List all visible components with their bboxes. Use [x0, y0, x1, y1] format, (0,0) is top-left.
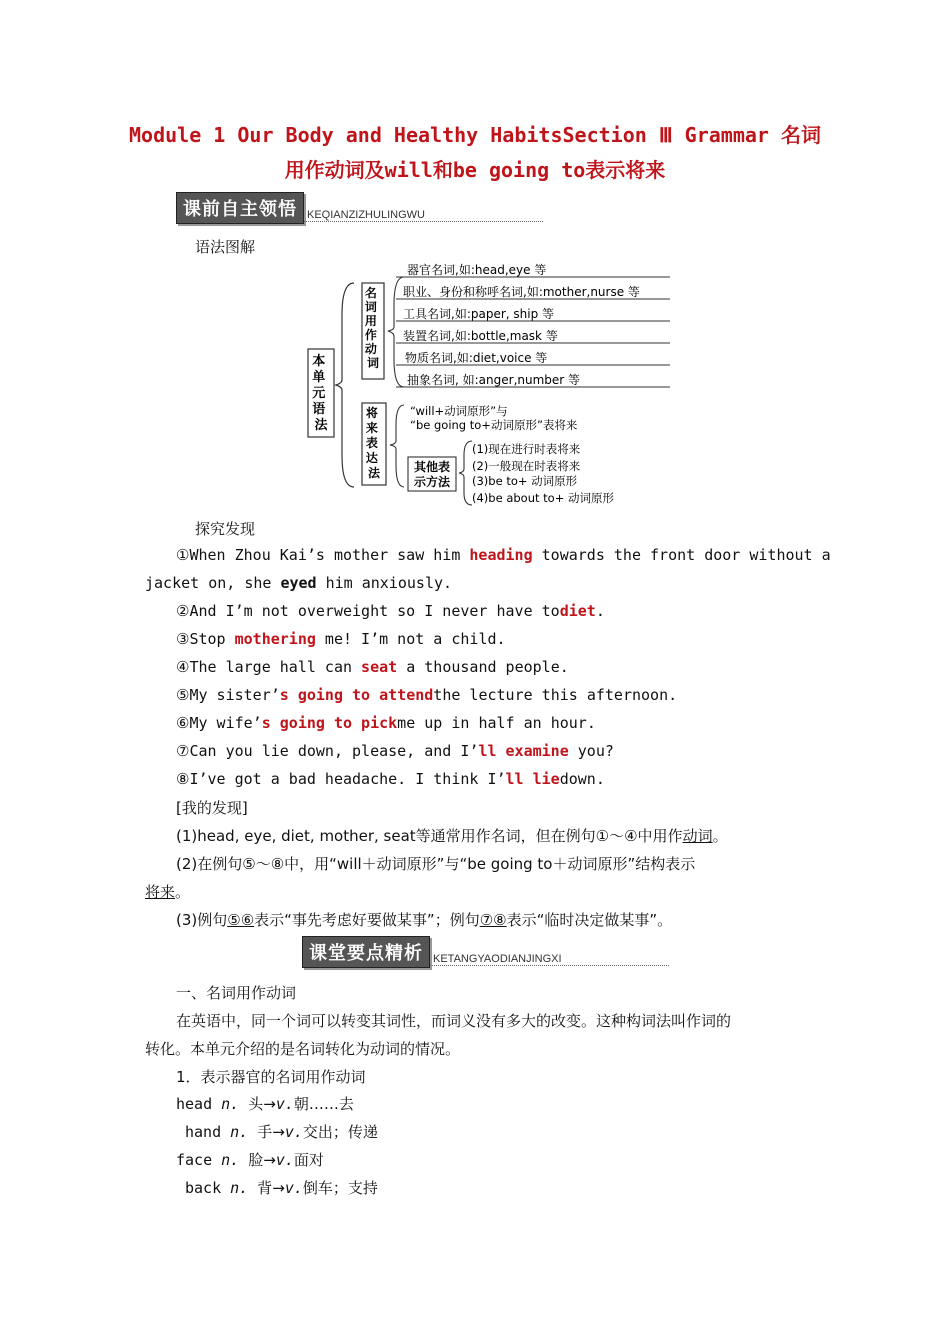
vocab-row: hand n. 手→v.交出；传递	[185, 1123, 378, 1141]
vocab-row: face n. 脸→v.面对	[176, 1151, 324, 1169]
document-title	[100, 118, 850, 188]
example-2: ②And I’m not overweight so I never have todiet.	[176, 602, 605, 620]
banner-pinyin: KETANGYAODIANJINGXI	[430, 953, 669, 966]
banner-label: 课堂要点精析	[302, 936, 430, 968]
highlight: ll lie	[505, 770, 560, 788]
finding-2: (2)在例句⑤～⑧中，用“will＋动词原形”与“be going to＋动词原形”结构表示	[176, 855, 696, 873]
future-line-2: “be going to+动词原形”表将来	[410, 418, 578, 432]
section-banner-preview	[176, 196, 543, 224]
example-7: ⑦Can you lie down, please, and I’ll examine you?	[176, 742, 614, 760]
section-1-heading: 一、名词用作动词	[176, 984, 297, 1002]
noun-item: 职业、身份和称呼名词,如:mother,nurse 等	[403, 285, 640, 299]
explore-heading: 探究发现	[195, 520, 256, 538]
example-1-cont: jacket on, she eyed him anxiously.	[145, 574, 453, 592]
highlight: seat	[361, 658, 398, 676]
vocab-row: head n. 头→v.朝……去	[176, 1095, 354, 1113]
banner-pinyin: KEQIANZIZHULINGWU	[304, 209, 543, 222]
section-banner-classroom	[302, 940, 669, 968]
noun-item: 装置名词,如:bottle,mask 等	[403, 329, 558, 343]
highlight: s going to pick	[261, 714, 398, 732]
root-char: 语	[312, 402, 326, 417]
noun-item: 器官名词,如:head,eye 等	[407, 263, 547, 277]
example-3: ③Stop mothering me! I’m not a child.	[176, 630, 506, 648]
example-6: ⑥My wife’s going to pickme up in half an hour.	[176, 714, 596, 732]
branch-future-label: 将 来 表 达 法	[365, 406, 381, 480]
noun-item: 工具名词,如:paper, ship 等	[403, 307, 555, 321]
future-line-1: “will+动词原形”与	[410, 404, 508, 418]
highlight: heading	[469, 546, 533, 564]
answer-blank: 动词	[682, 827, 713, 845]
root-char: 单	[312, 370, 326, 385]
noun-items	[396, 262, 670, 387]
finding-1: (1)head, eye, diet, mother, seat等通常用作名词，但在例句①～④中用作动词。	[176, 827, 728, 845]
grammar-heading: 语法图解	[195, 238, 256, 256]
example-5: ⑤My sister’s going to attendthe lecture this afternoon.	[176, 686, 678, 704]
other-item: (4)be about to+ 动词原形	[472, 491, 614, 505]
root-label	[312, 353, 330, 433]
highlight: diet	[559, 602, 596, 620]
other-item: (2)一般现在时表将来	[472, 459, 581, 473]
highlight: ll examine	[478, 742, 569, 760]
other-methods-label-2: 示方法	[413, 475, 451, 489]
branch-nouns-label: 名 词 用 作 动 词	[364, 286, 380, 370]
answer-blank: 将来	[145, 883, 176, 901]
highlight: s going to attend	[279, 686, 434, 704]
example-1: ①When Zhou Kai’s mother saw him heading towards the front door without a	[176, 546, 831, 564]
example-4: ④The large hall can seat a thousand people.	[176, 658, 569, 676]
finding-3: (3)例句⑤⑥表示“事先考虑好要做某事”；例句⑦⑧表示“临时决定做某事”。	[176, 911, 673, 929]
answer-blank: ⑦⑧	[479, 911, 507, 929]
root-char: 法	[314, 418, 328, 433]
other-item: (3)be to+ 动词原形	[472, 474, 578, 488]
other-methods-label-1: 其他表	[413, 460, 451, 474]
vocab-row: back n. 背→v.倒车；支持	[185, 1179, 378, 1197]
example-8: ⑧I’ve got a bad headache. I think I’ll liedown.	[176, 770, 605, 788]
highlight: mothering	[234, 630, 316, 648]
noun-item: 物质名词,如:diet,voice 等	[405, 351, 548, 365]
finding-2-cont: 将来。	[145, 883, 191, 901]
other-brace	[459, 441, 472, 505]
subsection-1-heading: 1．表示器官的名词用作动词	[176, 1068, 366, 1086]
root-char: 本	[312, 354, 326, 369]
grammar-diagram	[300, 255, 690, 515]
title-line-1: Module 1 Our Body and Healthy HabitsSection Ⅲ Grammar 名词	[129, 123, 821, 147]
section-1-para: 在英语中，同一个词可以转变其词性，而词义没有多大的改变。这种构词法叫作词的	[176, 1012, 732, 1030]
nouns-brace	[388, 277, 404, 387]
title-line-2: 用作动词及will和be going to表示将来	[284, 158, 666, 182]
future-brace	[390, 405, 404, 487]
banner-label: 课前自主领悟	[176, 192, 304, 224]
root-char: 元	[312, 386, 326, 401]
highlight: eyed	[280, 574, 317, 592]
findings-heading: [我的发现]	[176, 799, 248, 817]
other-item: (1)现在进行时表将来	[472, 442, 581, 456]
answer-blank: ⑤⑥	[227, 911, 255, 929]
root-brace	[336, 283, 354, 487]
section-1-para-cont: 转化。本单元介绍的是名词转化为动词的情况。	[145, 1040, 461, 1058]
noun-item: 抽象名词, 如:anger,number 等	[407, 373, 581, 387]
